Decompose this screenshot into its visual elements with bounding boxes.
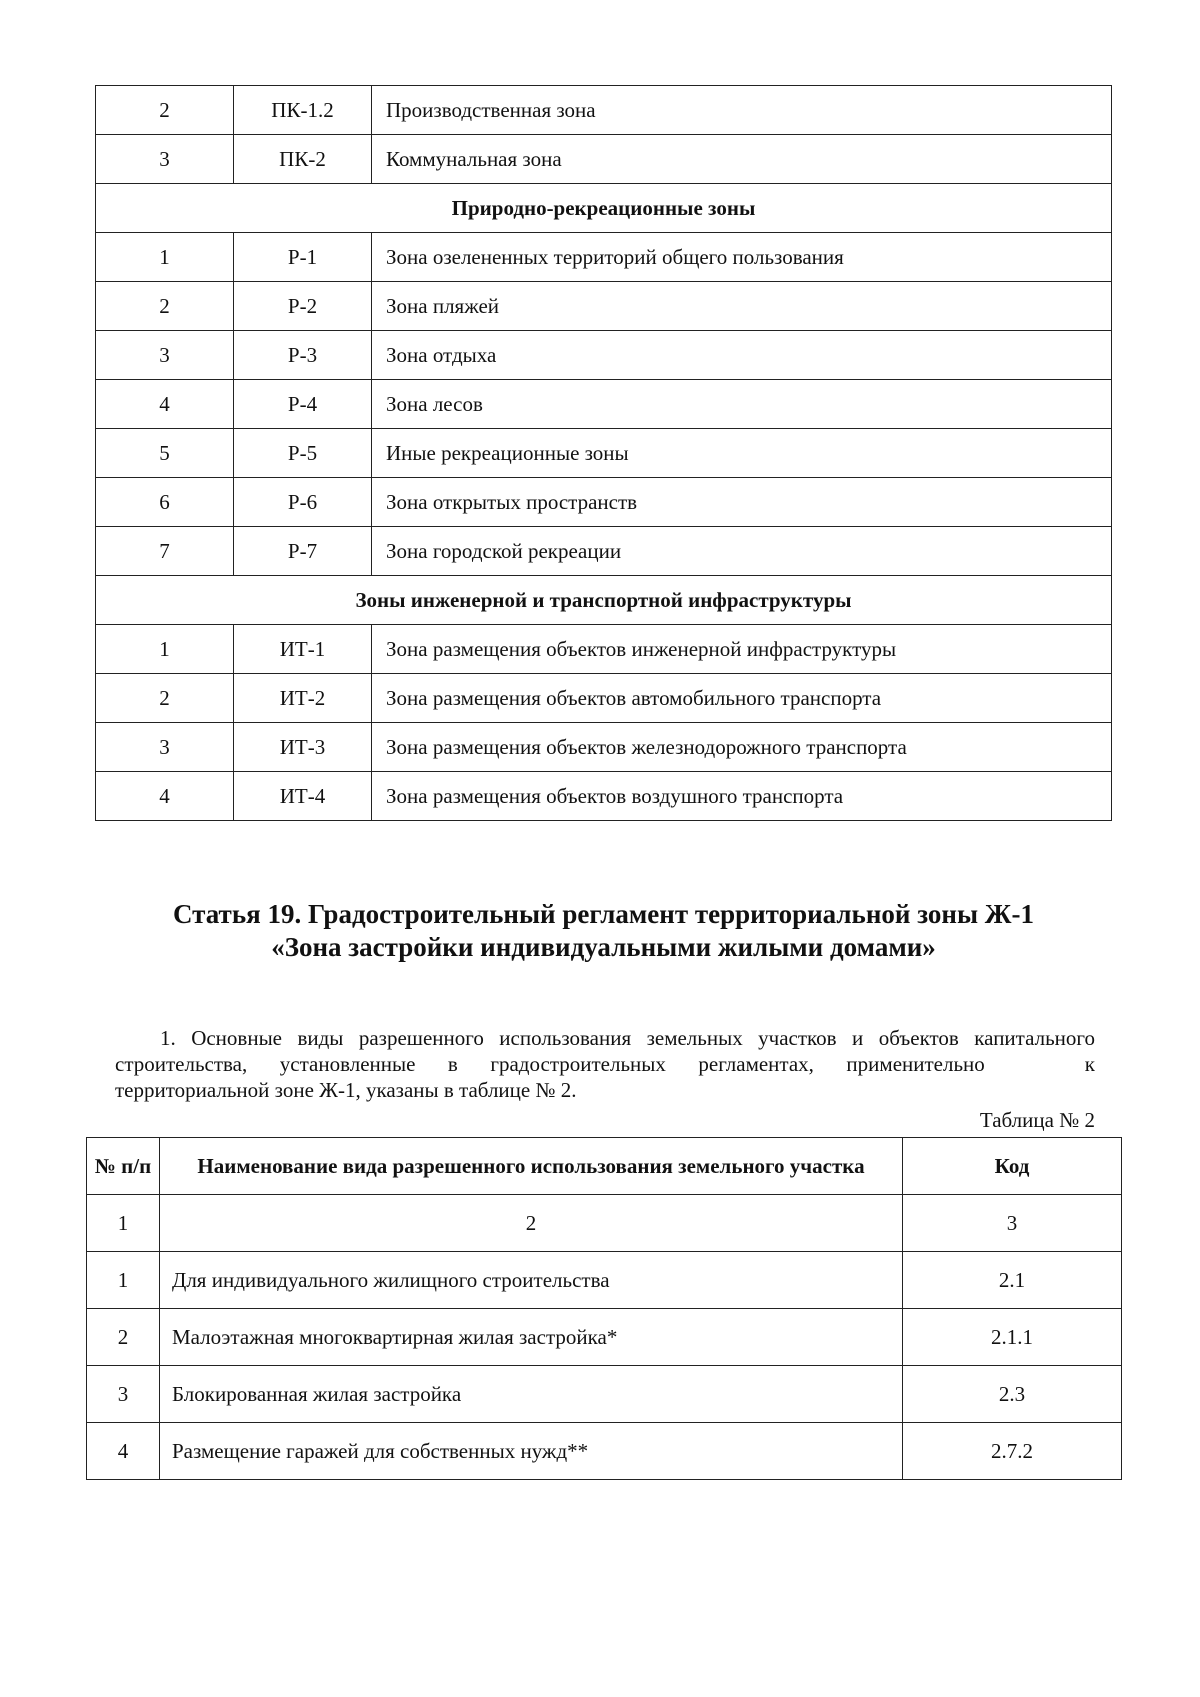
- zone-name: Зона размещения объектов железнодорожного транспорта: [372, 723, 1112, 772]
- section-title: Зоны инженерной и транспортной инфраструктуры: [96, 576, 1112, 625]
- table-header-row: [87, 1138, 1122, 1195]
- table-row: [96, 625, 1112, 674]
- table-row: [96, 86, 1112, 135]
- zone-num: 2: [96, 282, 234, 331]
- table-row: [96, 282, 1112, 331]
- use-name: Размещение гаражей для собственных нужд**: [160, 1423, 903, 1480]
- header-name: Наименование вида разрешенного использования земельного участка: [160, 1138, 903, 1195]
- table-row: [87, 1366, 1122, 1423]
- header-num: № п/п: [87, 1138, 160, 1195]
- table-row: [87, 1252, 1122, 1309]
- zone-name: Зона размещения объектов автомобильного транспорта: [372, 674, 1112, 723]
- zone-num: 3: [96, 331, 234, 380]
- zone-name: Зона пляжей: [372, 282, 1112, 331]
- zone-num: 2: [96, 86, 234, 135]
- zone-name: Зона городской рекреации: [372, 527, 1112, 576]
- zone-code: ПК-1.2: [234, 86, 372, 135]
- table-row: [96, 380, 1112, 429]
- zone-code: Р-7: [234, 527, 372, 576]
- zone-code: Р-3: [234, 331, 372, 380]
- use-name: Малоэтажная многоквартирная жилая застройка*: [160, 1309, 903, 1366]
- table-row: [96, 135, 1112, 184]
- use-name: Для индивидуального жилищного строительства: [160, 1252, 903, 1309]
- article-heading-line2: «Зона застройки индивидуальными жилыми домами»: [271, 932, 936, 962]
- zone-name: Зона озелененных территорий общего пользования: [372, 233, 1112, 282]
- paragraph-1: [115, 1025, 1095, 1103]
- section-row: [96, 576, 1112, 625]
- table-row: [96, 478, 1112, 527]
- zone-num: 3: [96, 723, 234, 772]
- index-name: 2: [160, 1195, 903, 1252]
- zone-name: Зона размещения объектов воздушного транспорта: [372, 772, 1112, 821]
- zone-num: 6: [96, 478, 234, 527]
- zone-code: Р-5: [234, 429, 372, 478]
- use-name: Блокированная жилая застройка: [160, 1366, 903, 1423]
- article-heading-line1: Статья 19. Градостроительный регламент территориальной зоны Ж-1: [173, 899, 1034, 929]
- zone-code: Р-4: [234, 380, 372, 429]
- use-code: 2.1: [903, 1252, 1122, 1309]
- table2-caption: Таблица № 2: [979, 1108, 1095, 1132]
- section-row: [96, 184, 1112, 233]
- use-code: 2.7.2: [903, 1423, 1122, 1480]
- zone-code: ИТ-1: [234, 625, 372, 674]
- zone-code: ИТ-2: [234, 674, 372, 723]
- zone-code: ПК-2: [234, 135, 372, 184]
- use-code: 2.1.1: [903, 1309, 1122, 1366]
- zone-num: 7: [96, 527, 234, 576]
- zone-name: Производственная зона: [372, 86, 1112, 135]
- zone-name: Иные рекреационные зоны: [372, 429, 1112, 478]
- zone-name: Зона размещения объектов инженерной инфраструктуры: [372, 625, 1112, 674]
- header-code: Код: [903, 1138, 1122, 1195]
- article-heading: [95, 898, 1112, 964]
- zone-code: ИТ-3: [234, 723, 372, 772]
- use-num: 2: [87, 1309, 160, 1366]
- table-row: [96, 674, 1112, 723]
- index-code: 3: [903, 1195, 1122, 1252]
- zone-num: 1: [96, 625, 234, 674]
- section-title: Природно-рекреационные зоны: [96, 184, 1112, 233]
- use-num: 1: [87, 1252, 160, 1309]
- zone-num: 2: [96, 674, 234, 723]
- table-row: [96, 233, 1112, 282]
- paragraph-1-part2: к территориальной зоне Ж-1, указаны в таблице № 2.: [115, 1052, 1095, 1102]
- column-index-row: [87, 1195, 1122, 1252]
- table-row: [96, 772, 1112, 821]
- zone-name: Коммунальная зона: [372, 135, 1112, 184]
- zone-code: Р-6: [234, 478, 372, 527]
- zone-code: Р-1: [234, 233, 372, 282]
- zone-num: 4: [96, 772, 234, 821]
- zone-code: Р-2: [234, 282, 372, 331]
- table-row: [96, 723, 1112, 772]
- zone-num: 5: [96, 429, 234, 478]
- index-num: 1: [87, 1195, 160, 1252]
- paragraph-1-part1: 1. Основные виды разрешенного использования земельных участков и объектов капитального строительства, установленные в градостроительных регламентах, применительно: [115, 1026, 1095, 1076]
- use-num: 3: [87, 1366, 160, 1423]
- use-code: 2.3: [903, 1366, 1122, 1423]
- zone-num: 3: [96, 135, 234, 184]
- zone-name: Зона открытых пространств: [372, 478, 1112, 527]
- use-num: 4: [87, 1423, 160, 1480]
- table-row: [87, 1309, 1122, 1366]
- table-row: [96, 527, 1112, 576]
- table-row: [87, 1423, 1122, 1480]
- table-row: [96, 429, 1112, 478]
- permitted-uses-table: [86, 1137, 1122, 1480]
- zone-name: Зона лесов: [372, 380, 1112, 429]
- zone-num: 1: [96, 233, 234, 282]
- zones-table: [95, 85, 1112, 821]
- zone-code: ИТ-4: [234, 772, 372, 821]
- zone-name: Зона отдыха: [372, 331, 1112, 380]
- table-row: [96, 331, 1112, 380]
- zone-num: 4: [96, 380, 234, 429]
